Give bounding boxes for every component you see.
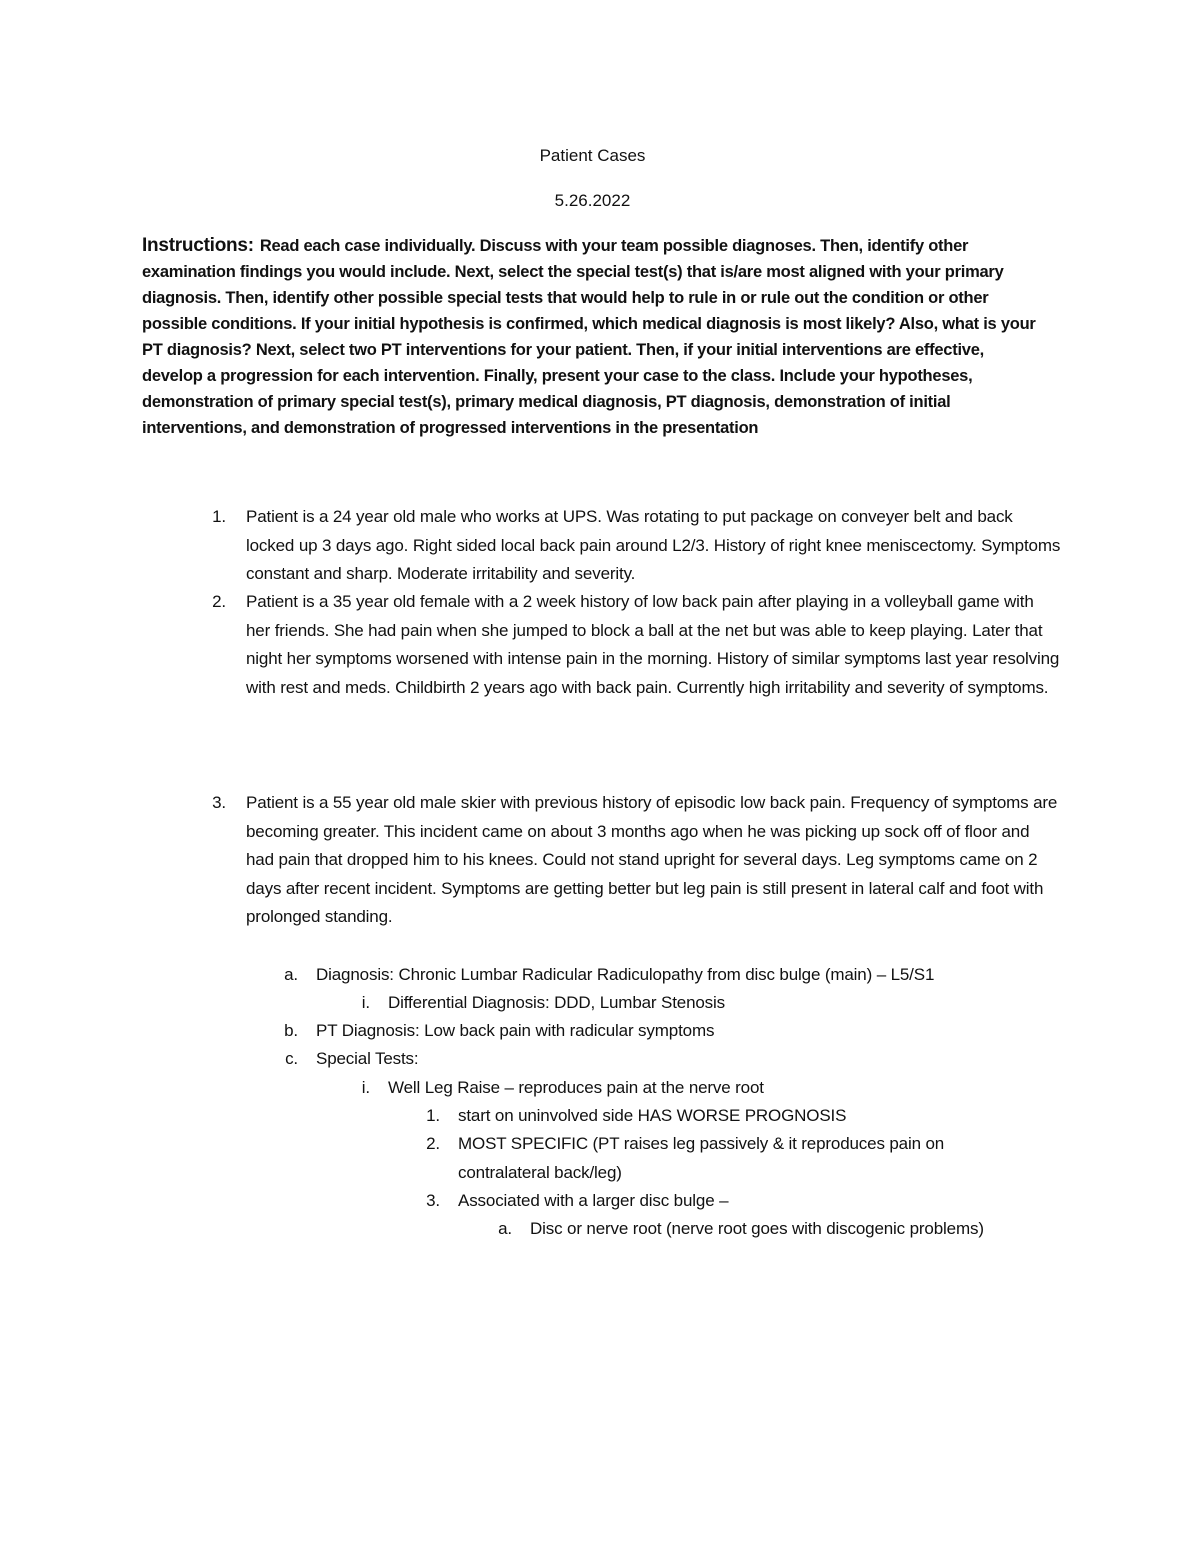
wlr-note-3-marker: 3. bbox=[426, 1191, 440, 1210]
wlr-note-2: MOST SPECIFIC (PT raises leg passively & it reproduces pain on contralateral back/leg) bbox=[458, 1134, 945, 1182]
wlr-note-1: start on uninvolved side HAS WORSE PROGNOSIS bbox=[458, 1106, 847, 1125]
wlr-note-3: Associated with a larger disc bulge – bbox=[458, 1191, 729, 1210]
case-2-text: Patient is a 35 year old female with a 2 week history of low back pain after playing in a volleyball game with her friends. She had pain when she jumped to block a ball at the net but was able to keep playing. Later that night her symptoms worsened with intense pain in the morning. History of similar symptoms last year resolving with rest and meds. Childbirth 2 years ago with back pain. Currently high irritability and severity of symptoms. bbox=[246, 592, 1060, 697]
wlr-note-1-marker: 1. bbox=[426, 1106, 440, 1125]
special-tests-marker: c. bbox=[285, 1049, 298, 1068]
case-3-text: Patient is a 55 year old male skier with previous history of episodic low back pain. Frequency of symptoms are becoming greater. This incident came on about 3 months ago when he was picking up sock off of floor and had pain that dropped him to his knees. Could not stand upright for several days. Leg symptoms came on 2 days after recent incident. Symptoms are getting better but leg pain is still present in lateral calf and foot with prolonged standing. bbox=[246, 793, 1058, 926]
case-2-number: 2. bbox=[212, 592, 226, 611]
case-3-number: 3. bbox=[212, 793, 226, 812]
wlr-note-3a-marker: a. bbox=[498, 1219, 512, 1238]
document-date: 5.26.2022 bbox=[554, 191, 631, 210]
wlr-note-2-marker: 2. bbox=[426, 1134, 440, 1153]
instructions-label: Instructions: bbox=[142, 235, 254, 256]
diagnosis-marker: a. bbox=[284, 965, 298, 984]
pt-diagnosis-marker: b. bbox=[284, 1021, 298, 1040]
document-title: Patient Cases bbox=[539, 146, 646, 165]
diagnosis-item: Diagnosis: Chronic Lumbar Radicular Radiculopathy from disc bulge (main) – L5/S1 bbox=[316, 965, 935, 984]
instructions-text: Read each case individually. Discuss with your team possible diagnoses. Then, identify other examination findings you would include. Next, select the special test(s) that is/are most aligned with your primary diagnosis. Then, identify other possible special tests that would help to rule in or rule out the condition or other possible conditions. If your initial hypothesis is confirmed, which medical diagnosis is most likely? Also, what is your PT diagnosis? Next, select two PT interventions for your patient. Then, if your initial interventions are effective, develop a progression for each intervention. Finally, present your case to the class. Include your hypotheses, demonstration of primary special test(s), primary medical diagnosis, PT diagnosis, demonstration of initial interventions, and demonstration of progressed interventions in the presentation bbox=[142, 237, 1036, 437]
differential-diagnosis-marker: i. bbox=[361, 993, 370, 1012]
wlr-note-3a: Disc or nerve root (nerve root goes with discogenic problems) bbox=[530, 1219, 984, 1238]
instructions-paragraph bbox=[142, 233, 1042, 441]
case-1-number: 1. bbox=[212, 507, 226, 526]
well-leg-raise-marker: i. bbox=[361, 1078, 370, 1097]
differential-diagnosis-item: Differential Diagnosis: DDD, Lumbar Stenosis bbox=[388, 993, 726, 1012]
special-tests-item: Special Tests: bbox=[316, 1049, 419, 1068]
well-leg-raise-item: Well Leg Raise – reproduces pain at the nerve root bbox=[388, 1078, 764, 1097]
pt-diagnosis-item: PT Diagnosis: Low back pain with radicular symptoms bbox=[316, 1021, 715, 1040]
case-1-text: Patient is a 24 year old male who works at UPS. Was rotating to put package on conveyer belt and back locked up 3 days ago. Right sided local back pain around L2/3. History of right knee meniscectomy. Symptoms constant and sharp. Moderate irritability and severity. bbox=[246, 507, 1061, 583]
